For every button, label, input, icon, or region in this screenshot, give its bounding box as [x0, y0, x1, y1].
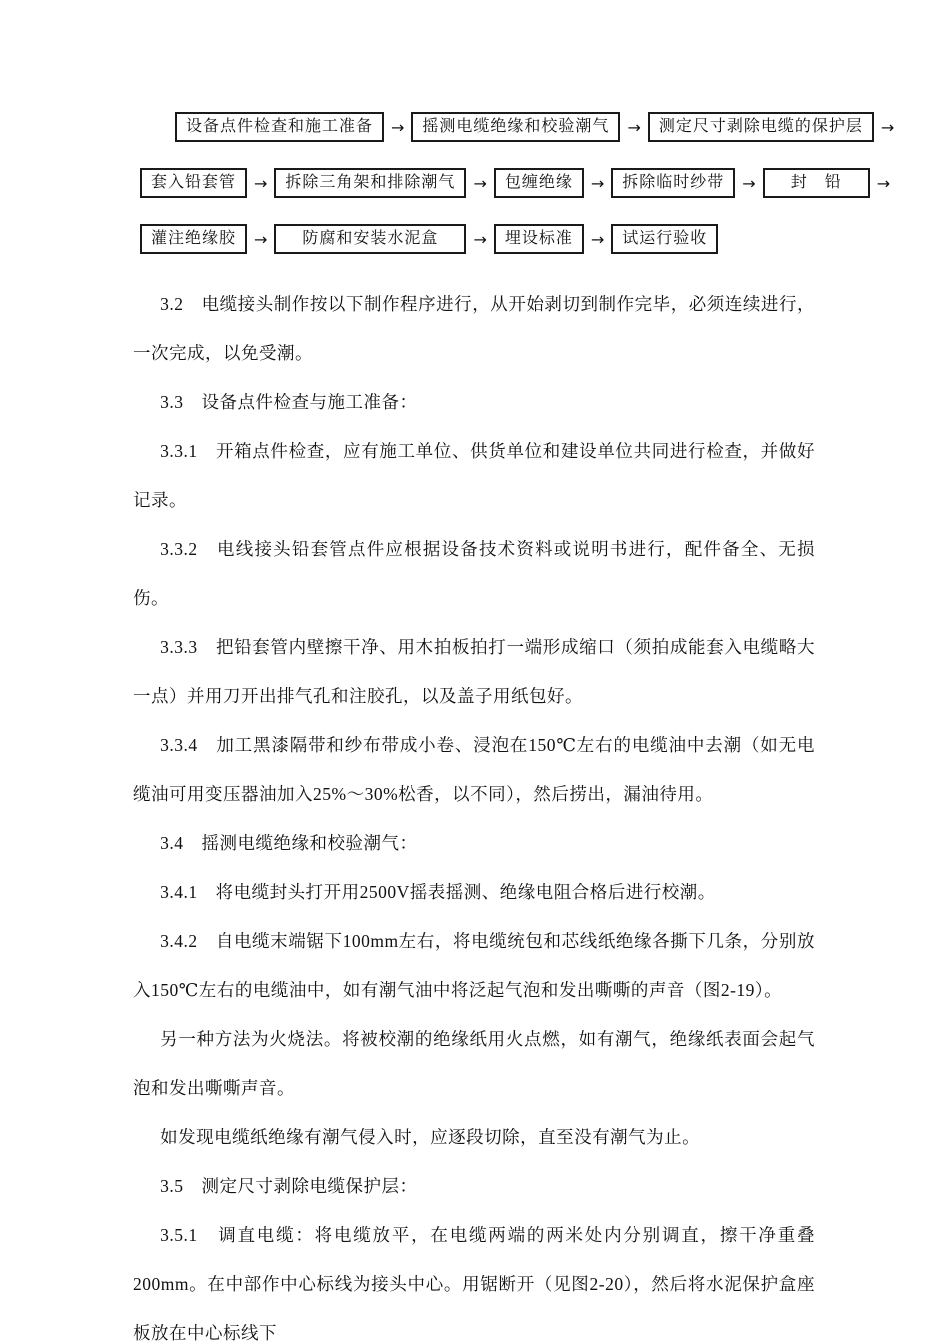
paragraph-3-3-4: 3.3.4 加工黑漆隔带和纱布带成小卷、浸泡在150℃左右的电缆油中去潮（如无电缆油可用变压器油加入25%～30%松香，以不同），然后捞出，漏油待用。	[133, 735, 815, 804]
paragraph-3-4-2: 3.4.2 自电缆末端锯下100mm左右，将电缆统包和芯线纸绝缘各撕下几条，分别放入150℃左右的电缆油中，如有潮气油中将泛起气泡和发出嘶嘶的声音（图2-19）。	[133, 931, 815, 1000]
flowchart-box-anticorrosion-cement-box: 防腐和安装水泥盒	[274, 224, 466, 254]
arrow-right-icon: →	[627, 117, 641, 137]
flowchart-row-3	[140, 224, 815, 254]
flowchart-box-equipment-check: 设备点件检查和施工准备	[175, 112, 384, 142]
flowchart-box-remove-tripod: 拆除三角架和排除潮气	[274, 168, 466, 198]
flowchart-row-1	[175, 112, 895, 142]
arrow-right-icon: →	[876, 173, 891, 193]
paragraph-3-4: 3.4 摇测电缆绝缘和校验潮气：	[160, 833, 418, 853]
paragraph-3-5: 3.5 测定尺寸剥除电缆保护层：	[160, 1176, 418, 1196]
flowchart-box-insulation-test: 摇测电缆绝缘和校验潮气	[411, 112, 620, 142]
flowchart-row-2	[140, 168, 891, 198]
paragraph-3-3-3: 3.3.3 把铅套管内壁擦干净、用木拍板拍打一端形成缩口（须拍成能套入电缆略大一点）并用刀开出排气孔和注胶孔，以及盖子用纸包好。	[133, 637, 815, 706]
paragraph-3-4-1: 3.4.1 将电缆封头打开用2500V摇表摇测、绝缘电阻合格后进行校潮。	[160, 882, 716, 902]
arrow-right-icon: →	[880, 117, 895, 137]
flowchart-box-strip-protection: 测定尺寸剥除电缆的保护层	[648, 112, 874, 142]
paragraph-moisture-removal: 如发现电缆纸绝缘有潮气侵入时，应逐段切除，直至没有潮气为止。	[160, 1127, 701, 1147]
arrow-right-icon: →	[590, 173, 605, 193]
arrow-right-icon: →	[473, 173, 487, 193]
paragraph-3-5-1: 3.5.1 调直电缆：将电缆放平，在电缆两端的两米处内分别调直，擦干净重叠200mm。在中部作中心标线为接头中心。用锯断开（见图2-20），然后将水泥保护盒座板放在中心标线下	[133, 1225, 815, 1343]
document-body	[133, 280, 815, 1344]
paragraph-3-2: 3.2 电缆接头制作按以下制作程序进行，从开始剥切到制作完毕，必须连续进行，一次完成，以免受潮。	[133, 294, 815, 363]
arrow-right-icon: →	[254, 229, 268, 249]
paragraph-3-3-1: 3.3.1 开箱点件检查，应有施工单位、供货单位和建设单位共同进行检查，并做好记录。	[133, 441, 815, 510]
flowchart-box-burial-standard: 埋设标准	[494, 224, 584, 254]
arrow-right-icon: →	[590, 229, 605, 249]
flowchart-box-trial-acceptance: 试运行验收	[611, 224, 718, 254]
arrow-right-icon: →	[254, 173, 268, 193]
flowchart-box-seal-lead: 封 铅	[763, 168, 870, 198]
procedure-flowchart	[133, 112, 895, 254]
flowchart-box-sleeve-insert: 套入铅套管	[140, 168, 247, 198]
arrow-right-icon: →	[742, 173, 756, 193]
paragraph-3-3: 3.3 设备点件检查与施工准备：	[160, 392, 418, 412]
flowchart-box-wrap-insulation: 包缠绝缘	[494, 168, 584, 198]
flowchart-box-pour-compound: 灌注绝缘胶	[140, 224, 247, 254]
flowchart-box-remove-gauze: 拆除临时纱带	[611, 168, 735, 198]
arrow-right-icon: →	[391, 117, 405, 137]
arrow-right-icon: →	[473, 229, 487, 249]
paragraph-fire-method: 另一种方法为火烧法。将被校潮的绝缘纸用火点燃，如有潮气，绝缘纸表面会起气泡和发出嘶嘶声音。	[133, 1029, 815, 1098]
paragraph-3-3-2: 3.3.2 电线接头铅套管点件应根据设备技术资料或说明书进行，配件备全、无损伤。	[133, 539, 815, 608]
